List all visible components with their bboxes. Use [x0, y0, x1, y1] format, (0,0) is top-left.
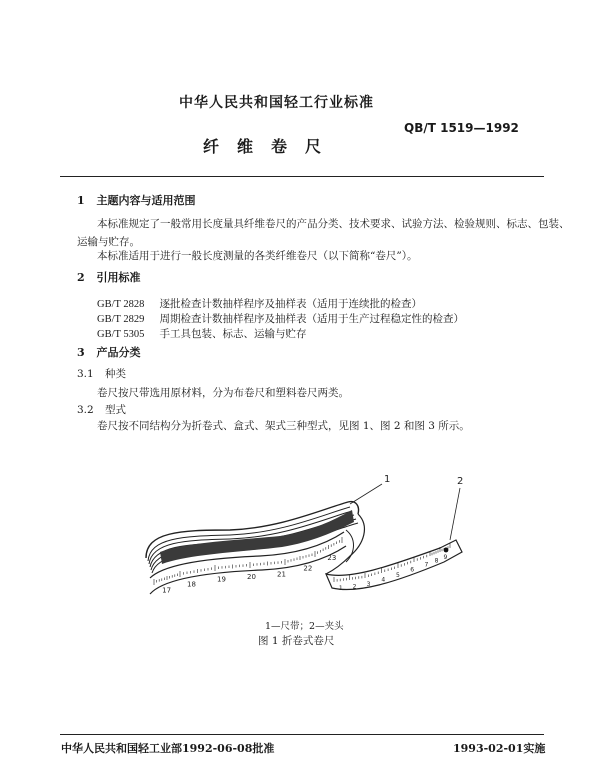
section-1-paragraph-2: 本标准适用于进行一般长度测量的各类纤维卷尺（以下简称“卷尺”）。	[97, 250, 418, 262]
document-title: 纤维卷尺	[203, 137, 340, 156]
reference-title: 逐批检查计数抽样程序及抽样表（适用于连续批的检查）	[159, 298, 422, 310]
subsection-3-1-text: 卷尺按尺带选用原材料，分为布卷尺和塑料卷尺两类。	[97, 387, 349, 399]
extended-scale-label: 1	[338, 585, 343, 593]
section-3-number: 3	[77, 346, 85, 359]
figure-caption: 图 1 折卷式卷尺	[258, 635, 335, 647]
footer-issuer: 中华人民共和国轻工业部1992-06-08批准	[61, 742, 275, 755]
extended-scale-label: 6	[410, 566, 415, 574]
coil-scale-label: 23	[327, 554, 337, 562]
extended-scale-label: 8	[434, 557, 439, 565]
coil-scale-label: 22	[303, 564, 313, 573]
extended-tape	[326, 540, 462, 593]
subsection-3-1-number: 3.1	[77, 368, 94, 380]
coil-scale-label: 18	[187, 580, 196, 589]
section-1-title: 主题内容与适用范围	[96, 194, 196, 207]
callout-2-leader	[450, 488, 460, 540]
section-1-heading	[77, 192, 196, 208]
header-rule	[60, 176, 544, 177]
tape-measure-figure	[120, 470, 480, 610]
section-2-title: 引用标准	[96, 271, 141, 284]
coil-scale-labels	[162, 554, 336, 595]
subsection-3-1-heading	[77, 366, 126, 381]
extended-scale-label: 2	[352, 583, 357, 591]
standard-number: QB/T 1519—1992	[404, 121, 519, 135]
subsection-3-2-heading	[77, 402, 126, 417]
subsection-3-2-text: 卷尺按不同结构分为折卷式、盒式、架式三种型式，见图 1、图 2 和图 3 所示。	[97, 420, 470, 432]
coil-scale-label: 20	[247, 573, 256, 581]
reference-code: GB/T 2829	[97, 314, 145, 325]
figure-legend: 1—尺带；2—夹头	[265, 621, 344, 632]
section-3-title: 产品分类	[96, 346, 141, 359]
coil-scale-label: 19	[217, 575, 226, 584]
coil-scale-label: 17	[162, 586, 172, 595]
callout-2-label: 2	[457, 476, 464, 487]
callout-1-label: 1	[384, 474, 391, 485]
section-1-paragraph-1-line-1: 本标准规定了一般常用长度量具纤维卷尺的产品分类、技术要求、试验方法、检验规则、标志、包装、	[97, 218, 570, 230]
extended-scale-label: 7	[424, 561, 429, 569]
standard-title: 中华人民共和国轻工行业标准	[179, 95, 374, 111]
section-1-paragraph-1-line-2: 运输与贮存。	[77, 236, 140, 248]
tape-clip-hole	[444, 548, 449, 553]
section-2-number: 2	[77, 271, 85, 284]
footer-rule	[60, 734, 544, 735]
extended-scale-label: 9	[443, 553, 448, 561]
reference-item	[97, 322, 306, 341]
reference-title: 手工具包装、标志、运输与贮存	[159, 328, 307, 340]
section-3-heading	[77, 344, 141, 360]
extended-scale-label: 3	[366, 580, 371, 588]
footer-effective-date: 1993-02-01实施	[453, 742, 546, 755]
reference-code: GB/T 5305	[97, 329, 145, 340]
section-2-heading	[77, 269, 141, 285]
extended-scale-label: 5	[396, 572, 400, 579]
extended-scale-label: 4	[381, 576, 386, 584]
reference-code: GB/T 2828	[97, 299, 145, 310]
subsection-3-2-title: 型式	[105, 404, 127, 416]
tape-twist-inner	[346, 530, 354, 562]
reference-title: 周期检查计数抽样程序及抽样表（适用于生产过程稳定性的检查）	[159, 313, 464, 325]
coil-scale-label: 21	[277, 570, 286, 579]
section-1-number: 1	[77, 194, 85, 207]
tape-coil-stack	[146, 502, 359, 573]
subsection-3-2-number: 3.2	[77, 404, 94, 416]
callout-1-leader	[350, 484, 382, 504]
subsection-3-1-title: 种类	[105, 368, 127, 380]
